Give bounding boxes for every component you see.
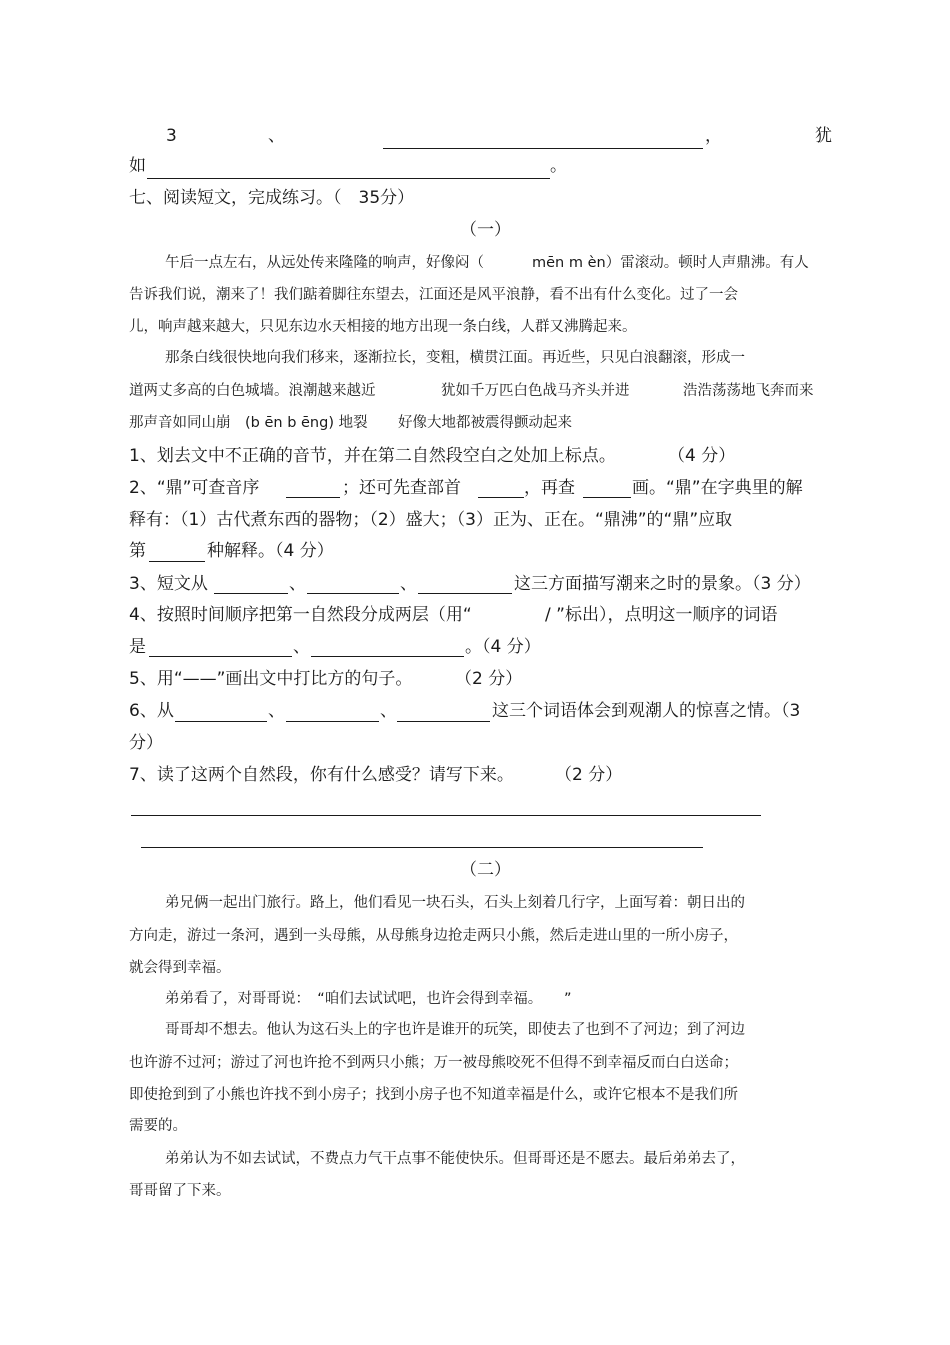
p1-line3: 儿，响声越来越大，只见东边水天相接的地方出现一条白线，人群又沸腾起来。 bbox=[129, 319, 637, 335]
p1-line1b: mēn m èn）雷滚动。顿时人声鼎沸。有人 bbox=[532, 255, 809, 271]
answer-blank-q2-1[interactable] bbox=[286, 497, 340, 498]
p1-line2: 告诉我们说，潮来了！我们踮着脚往东望去，江面还是风平浪静，看不出有什么变化。过了一会 bbox=[129, 287, 738, 303]
answer-blank-q6-1[interactable] bbox=[175, 721, 267, 722]
answer-blank-q4-1[interactable] bbox=[149, 656, 292, 657]
answer-blank-q2-2[interactable] bbox=[478, 497, 524, 498]
answer-blank-q6-2[interactable] bbox=[286, 721, 379, 722]
answer-blank-q2-4[interactable] bbox=[149, 561, 205, 562]
question-5: 5、用“——”画出文中打比方的句子。 bbox=[129, 669, 413, 689]
p2-line2a: 道两丈多高的白色城墙。浪潮越来越近 bbox=[129, 383, 376, 399]
question-2-d: 画。“鼎”在字典里的解 bbox=[632, 478, 803, 498]
question-6-c: 、 bbox=[380, 701, 397, 721]
question-6-b: 、 bbox=[268, 701, 285, 721]
question-4-b: / ”标出），点明这一顺序的词语 bbox=[545, 605, 778, 625]
s2-p3-line1: 哥哥却不想去。他认为这石头上的字也许是谁开的玩笑，即使去了也到不了河边；到了河边 bbox=[165, 1022, 745, 1038]
question-3-b: 、 bbox=[289, 574, 306, 594]
answer-blank-top-1[interactable] bbox=[383, 148, 703, 149]
question-2-a: 2、“鼎”可查音序 bbox=[129, 478, 260, 498]
enum-comma: 、 bbox=[268, 126, 285, 146]
question-4-c: 是 bbox=[129, 637, 146, 657]
question-6-a: 6、从 bbox=[129, 701, 174, 721]
part-heading-2: （二） bbox=[460, 860, 511, 880]
answer-blank-q3-3[interactable] bbox=[418, 593, 512, 594]
s2-p3-line3: 即使抢到到了小熊也许找不到小房子；找到小房子也不知道幸福是什么，或许它根本不是我们所 bbox=[129, 1087, 738, 1103]
question-4-a: 4、按照时间顺序把第一自然段分成两层（用“ bbox=[129, 605, 472, 625]
question-3-a: 3、短文从 bbox=[129, 574, 208, 594]
section-title: 七、阅读短文，完成练习。（ 35分） bbox=[129, 188, 415, 208]
question-3-d: 这三方面描写潮来之时的景象。（3 分） bbox=[514, 574, 811, 594]
question-4-d: 、 bbox=[293, 637, 310, 657]
word-you: 犹 bbox=[815, 126, 832, 146]
question-3-c: 、 bbox=[400, 574, 417, 594]
question-2-line2: 释有：（1）古代煮东西的器物；（2）盛大；（3）正为、正在。“鼎沸”的“鼎”应取 bbox=[129, 510, 733, 530]
p1-line1a: 午后一点左右，从远处传来隆隆的响声，好像闷（ bbox=[165, 255, 484, 271]
s2-p3-line2: 也许游不过河；游过了河也许抢不到两只小熊；万一被母熊咬死不但得不到幸福反而白白送命； bbox=[129, 1055, 738, 1071]
answer-line-q7-2[interactable] bbox=[141, 847, 703, 848]
question-2-f: 种解释。（4 分） bbox=[207, 541, 334, 561]
question-4-e: 。（4 分） bbox=[465, 637, 541, 657]
answer-line-q7-1[interactable] bbox=[131, 815, 761, 816]
question-7-score: （2 分） bbox=[555, 765, 623, 785]
p2-line1: 那条白线很快地向我们移来，逐渐拉长，变粗，横贯江面。再近些，只见白浪翻滚，形成一 bbox=[165, 350, 745, 366]
answer-blank-q4-2[interactable] bbox=[311, 656, 464, 657]
question-2-e: 第 bbox=[129, 541, 146, 561]
p2-line3b: 好像大地都被震得颤动起来 bbox=[398, 415, 572, 431]
period: 。 bbox=[550, 156, 567, 176]
s2-p1-line1: 弟兄俩一起出门旅行。路上，他们看见一块石头，石头上刻着几行字，上面写着：朝日出的 bbox=[165, 895, 745, 911]
question-2-b: ；还可先查部首 bbox=[342, 478, 461, 498]
item-number: 3 bbox=[166, 126, 177, 146]
question-6-e: 分） bbox=[129, 733, 163, 753]
p2-line3a: 那声音如同山崩 (b ēn b ēng) 地裂 bbox=[129, 415, 368, 431]
s2-p1-line2: 方向走，游过一条河，遇到一头母熊，从母熊身边抢走两只小熊，然后走进山里的一所小房子， bbox=[129, 928, 738, 944]
answer-blank-top-2[interactable] bbox=[147, 178, 550, 179]
answer-blank-q3-1[interactable] bbox=[214, 593, 288, 594]
p2-line2b: 犹如千万匹白色战马齐头并进 bbox=[441, 383, 630, 399]
word-ru: 如 bbox=[129, 156, 146, 176]
question-7: 7、读了这两个自然段，你有什么感受？请写下来。 bbox=[129, 765, 514, 785]
s2-p2-line1: 弟弟看了，对哥哥说： “咱们去试试吧，也许会得到幸福。 ” bbox=[165, 991, 572, 1007]
s2-p4-line1: 弟弟认为不如去试试，不费点力气干点事不能使快乐。但哥哥还是不愿去。最后弟弟去了， bbox=[165, 1151, 745, 1167]
question-2-c: ，再查 bbox=[524, 478, 575, 498]
p2-line2c: 浩浩荡荡地飞奔而来 bbox=[683, 383, 814, 399]
answer-blank-q3-2[interactable] bbox=[307, 593, 399, 594]
s2-p4-line2: 哥哥留了下来。 bbox=[129, 1183, 231, 1199]
s2-p3-line4: 需要的。 bbox=[129, 1118, 187, 1134]
s2-p1-line3: 就会得到幸福。 bbox=[129, 960, 231, 976]
question-1: 1、划去文中不正确的音节，并在第二自然段空白之处加上标点。 bbox=[129, 446, 616, 466]
question-6-d: 这三个词语体会到观潮人的惊喜之情。（3 bbox=[492, 701, 801, 721]
comma: ， bbox=[705, 126, 722, 146]
question-5-score: （2 分） bbox=[455, 669, 523, 689]
part-heading-1: （一） bbox=[460, 220, 511, 240]
answer-blank-q2-3[interactable] bbox=[583, 497, 631, 498]
question-1-score: （4 分） bbox=[668, 446, 736, 466]
answer-blank-q6-3[interactable] bbox=[397, 721, 490, 722]
